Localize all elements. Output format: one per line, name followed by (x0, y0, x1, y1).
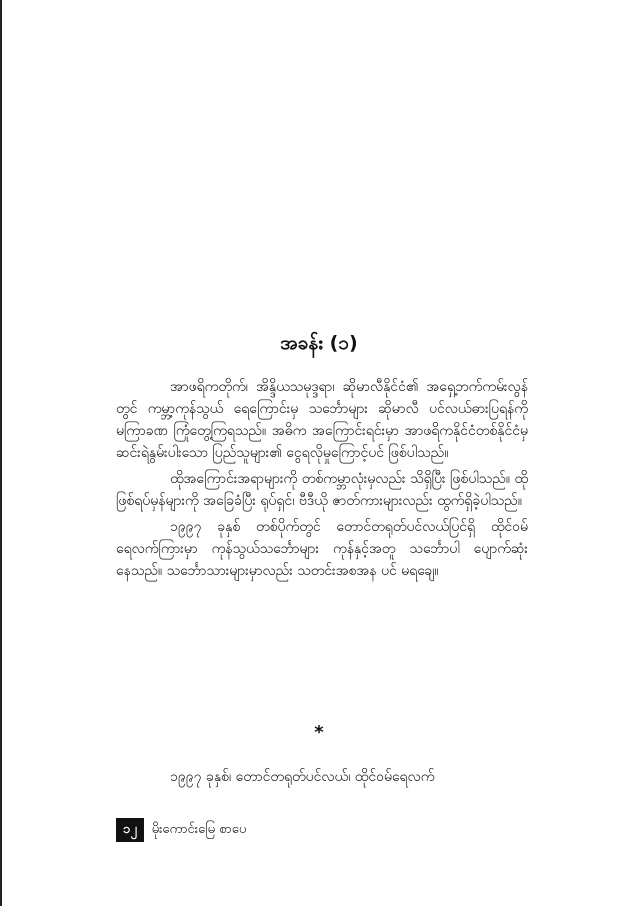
running-title: မိုးကောင်းမြေ စာပေ (151, 822, 247, 837)
body-text (116, 376, 528, 586)
paragraph: ထိုအကြောင်းအရာများကို တစ်ကမ္ဘာလုံးမှလည်း သိရှိပြီး ဖြစ်ပါသည်။ ထိုဖြစ်ရပ်မှန်များကို အခြေခံပြီး ရုပ်ရှင်၊ ဗီဒီယို ဇာတ်ကားများလည်း ထွက်ရှိခဲ့ပါသည်။ (116, 471, 528, 509)
continuation-paragraph: ၁၉၉၇ ခုနှစ်၊ တောင်တရုတ်ပင်လယ်၊ ထိုင်ဝမ်ရေလက် (170, 769, 435, 785)
paragraph: အာဖရိကတိုက်၊ အိန္ဒိယသမုဒ္ဒရာ၊ ဆိုမာလီနိုင်ငံ၏ အရှေ့ဘက်ကမ်းလွန်တွင် ကမ္ဘာ့ကုန်သွယ် ရေကြောင်းမှ သင်္ဘောများ ဆိုမာလီ ပင်လယ်ဓားပြရန်ကို မကြာခဏ ကြုံတွေ့ကြရသည်။ အဓိက အကြောင်းရင်းမှာ အာဖရိကနိုင်ငံတစ်နိုင်ငံမှ ဆင်းရဲနွမ်းပါးသော ပြည်သူများ၏ ငွေရလိုမှုကြောင့်ပင် ဖြစ်ပါသည်။ (116, 379, 528, 461)
paragraph: ၁၉၉၇ ခုနှစ် တစ်ပိုက်တွင် တောင်တရုတ်ပင်လယ်ပြင်ရှိ ထိုင်ဝမ်ရေလက်ကြားမှာ ကုန်သွယ်သင်္ဘောများ ကုန်နှင့်အတူ သင်္ဘောပါ ပျောက်ဆုံးနေသည်။ သင်္ဘောသားများမှာလည်း သတင်းအစအန ပင် မရချေ။ (116, 519, 528, 579)
page-number: ၁၂ (116, 818, 144, 842)
page-edge-rule (0, 0, 2, 906)
page-footer (116, 818, 246, 842)
chapter-title: အခန်း (၁) (280, 332, 358, 354)
section-break-asterisk: * (314, 722, 324, 743)
